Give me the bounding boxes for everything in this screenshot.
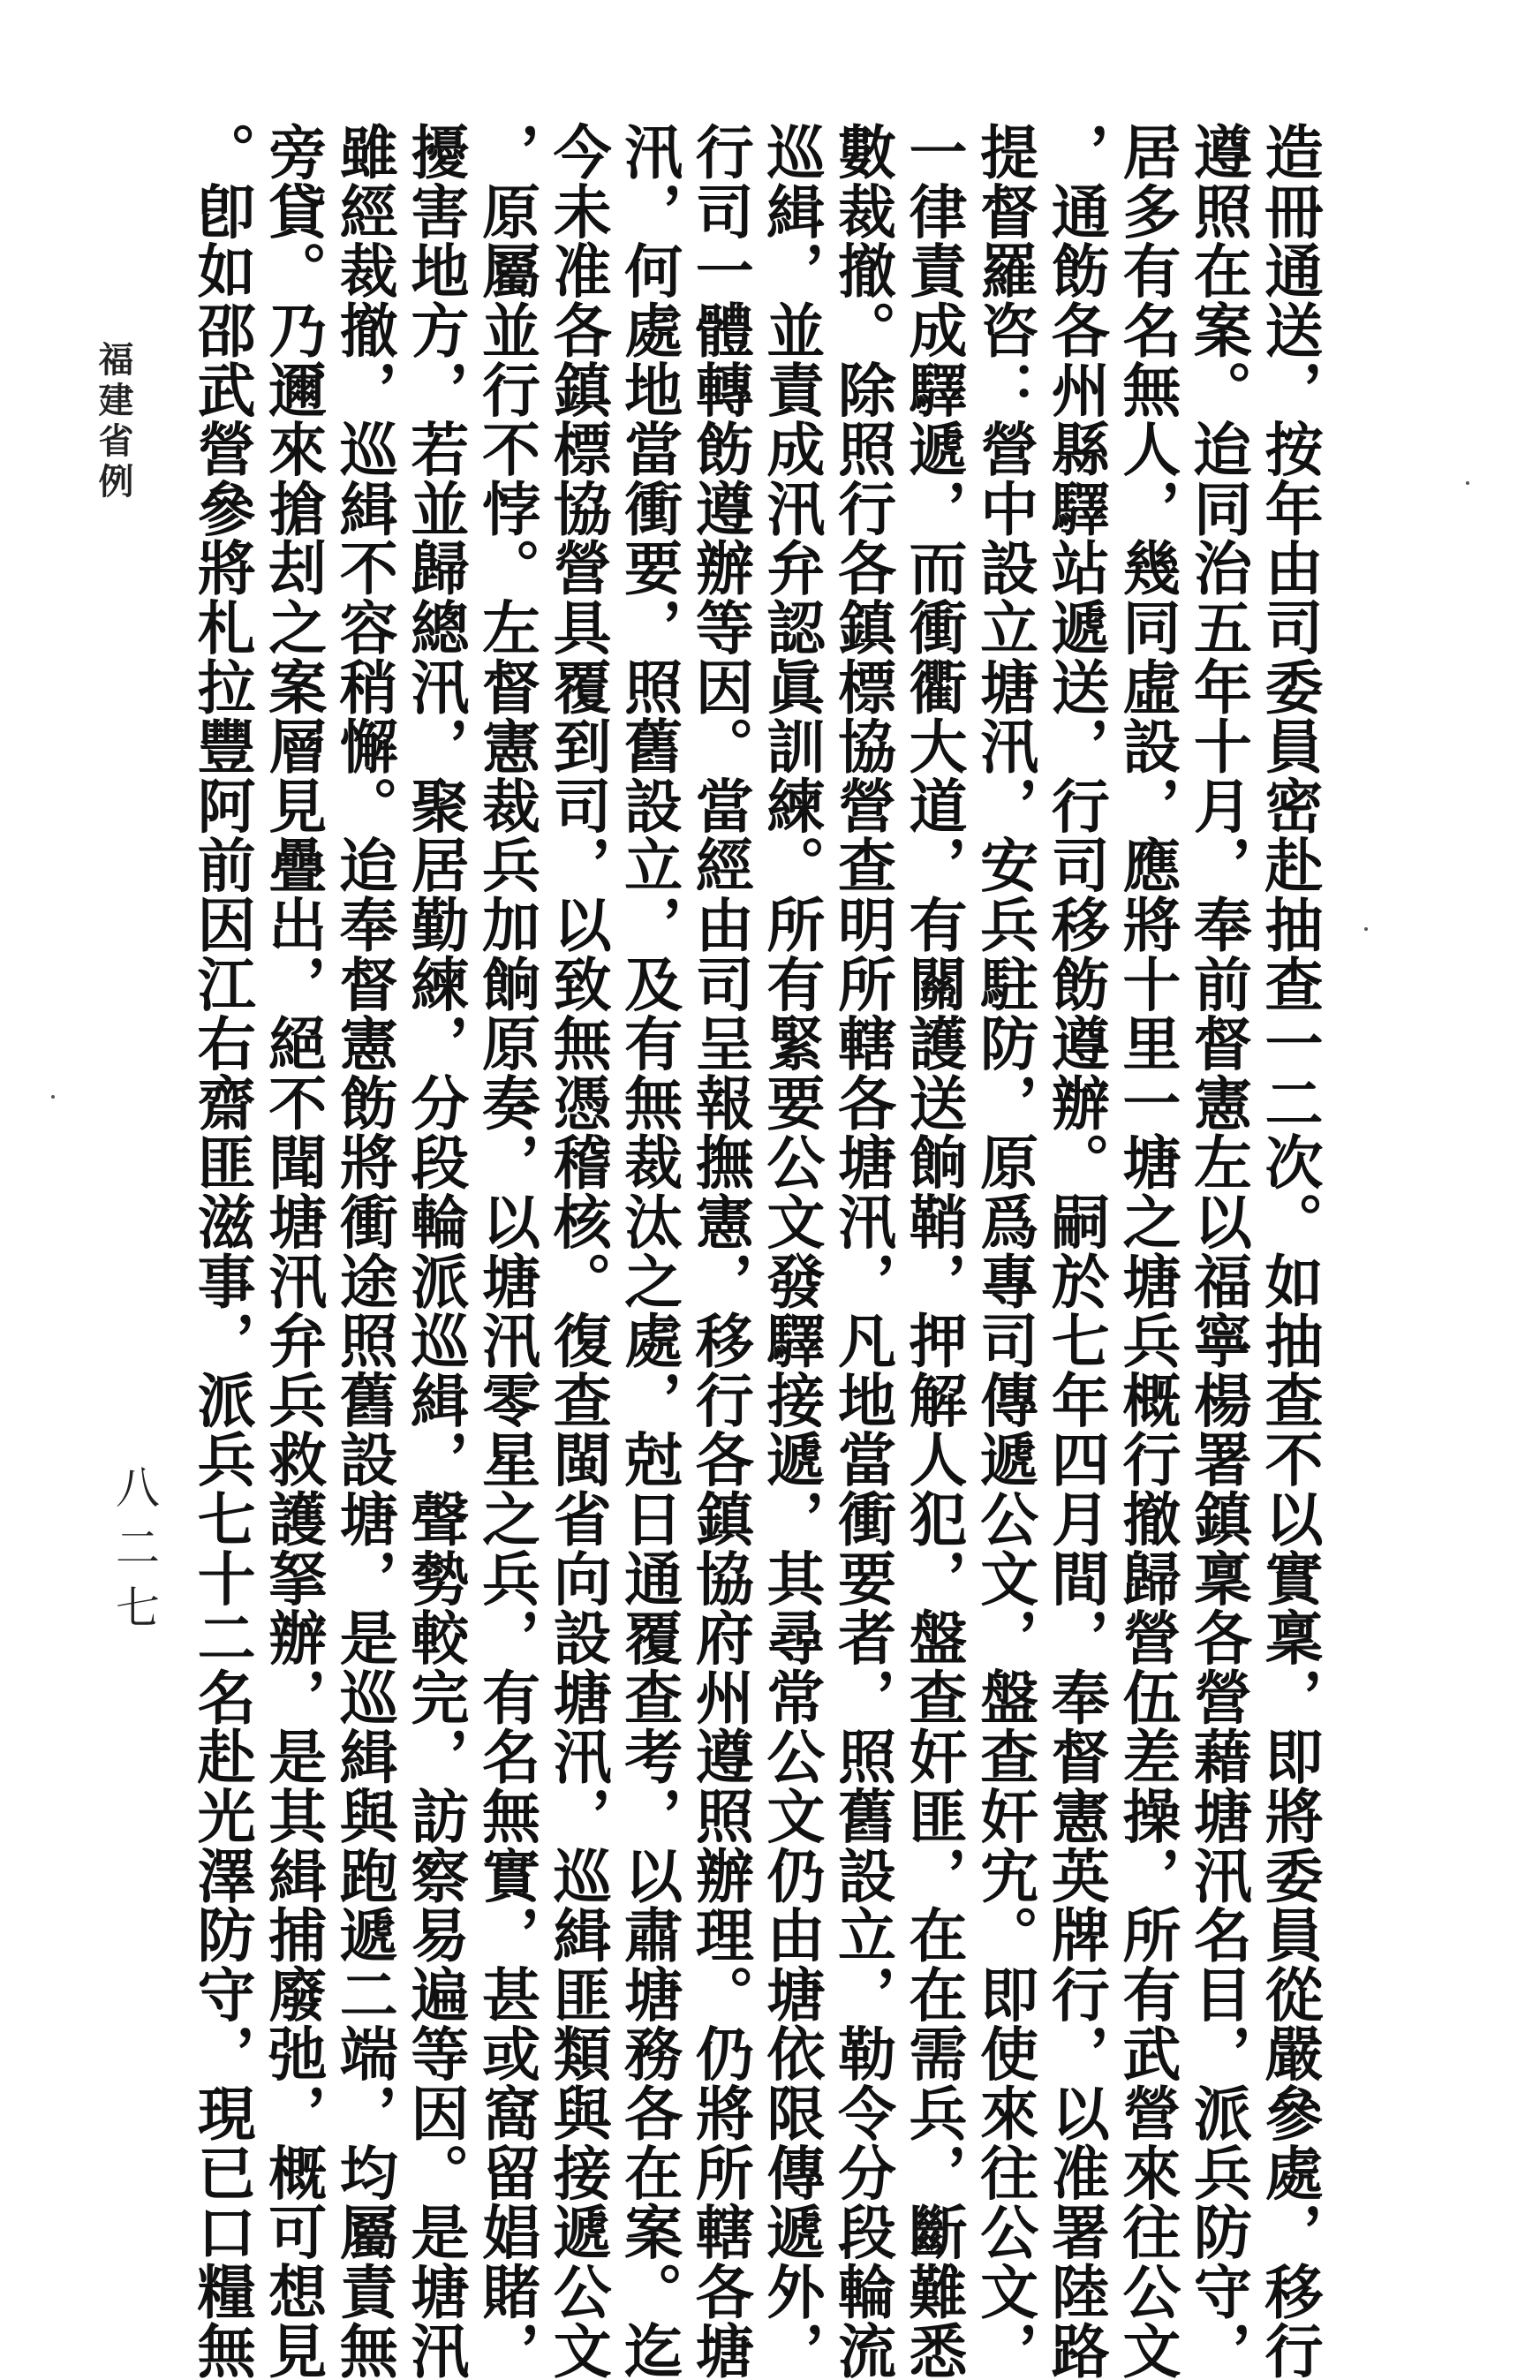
body-text [185, 122, 1325, 2380]
text-line: ，原屬並行不悖。左督憲裁兵加餉原奏，以塘汛零星之兵，有名無實，甚或窩留娼賭， [472, 122, 541, 2380]
running-title: 福建省例 [93, 341, 134, 503]
text-line: 旁貸。乃邇來搶刦之案層見疊出，絕不聞塘汛弁兵救護拏辦，是其緝捕廢弛，概可想見 [258, 122, 328, 2380]
scan-speck [1466, 481, 1469, 485]
text-line: 擾害地方，若並歸總汛，聚居勤練，分段輪派巡緝，聲勢較完，訪察易遍等因。是塘汛 [400, 122, 470, 2380]
text-line: ，通飭各州縣驛站遞送，行司移飭遵辦。嗣於七年四月間，奉督憲英牌行，以准署陸路 [1041, 122, 1111, 2380]
text-line: 今未准各鎮標協營具覆到司，以致無憑稽核。復查閩省向設塘汛，巡緝匪類與接遞公文 [543, 122, 613, 2380]
page-number: 八二七 [109, 1464, 160, 1644]
scan-speck [51, 1095, 55, 1099]
scan-speck [1364, 927, 1368, 931]
text-line: 雖經裁撤，巡緝不容稍懈。迨奉督憲飭將衝途照舊設塘，是巡緝與跑遞二端，均屬責無 [329, 122, 399, 2380]
text-line: 居多有名無人，幾同虛設，應將十里一塘之塘兵概行撤歸營伍差操，所有武營來往公文 [1112, 122, 1181, 2380]
text-line: 遵照在案。迨同治五年十月，奉前督憲左以福寧楊署鎮稟各營藉塘汛名目，派兵防守， [1183, 122, 1253, 2380]
text-line: 汛，何處地當衝要，照舊設立，及有無裁汰之處，尅日通覆查考，以肅塘務各在案。迄 [614, 122, 683, 2380]
text-line: 造冊通送，按年由司委員密赴抽查一二次。如抽查不以實稟，即將委員從嚴參處，移行 [1255, 122, 1324, 2380]
text-line: 行司一體轉飭遵辦等因。當經由司呈報撫憲，移行各鎮協府州遵照辦理。仍將所轄各塘 [685, 122, 755, 2380]
text-line: 數裁撤。除照行各鎮標協營查明所轄各塘汛，凡地當衝要者，照舊設立，勒令分段輪流 [827, 122, 897, 2380]
text-line: 提督羅咨：營中設立塘汛，安兵駐防，原爲專司傳遞公文，盤查奸宄。即使來往公文， [970, 122, 1039, 2380]
text-line: 巡緝，並責成汛弁認眞訓練。所有緊要公文發驛接遞，其尋常公文仍由塘依限傳遞外， [756, 122, 826, 2380]
text-line: 。卽如邵武營參將札拉豐阿前因江右齋匪滋事，派兵七十二名赴光澤防守，現已口糧無 [187, 122, 257, 2380]
text-line: 一律責成驛遞，而衝衢大道，有關護送餉鞘，押解人犯，盤查奸匪，在在需兵，斷難悉 [899, 122, 969, 2380]
